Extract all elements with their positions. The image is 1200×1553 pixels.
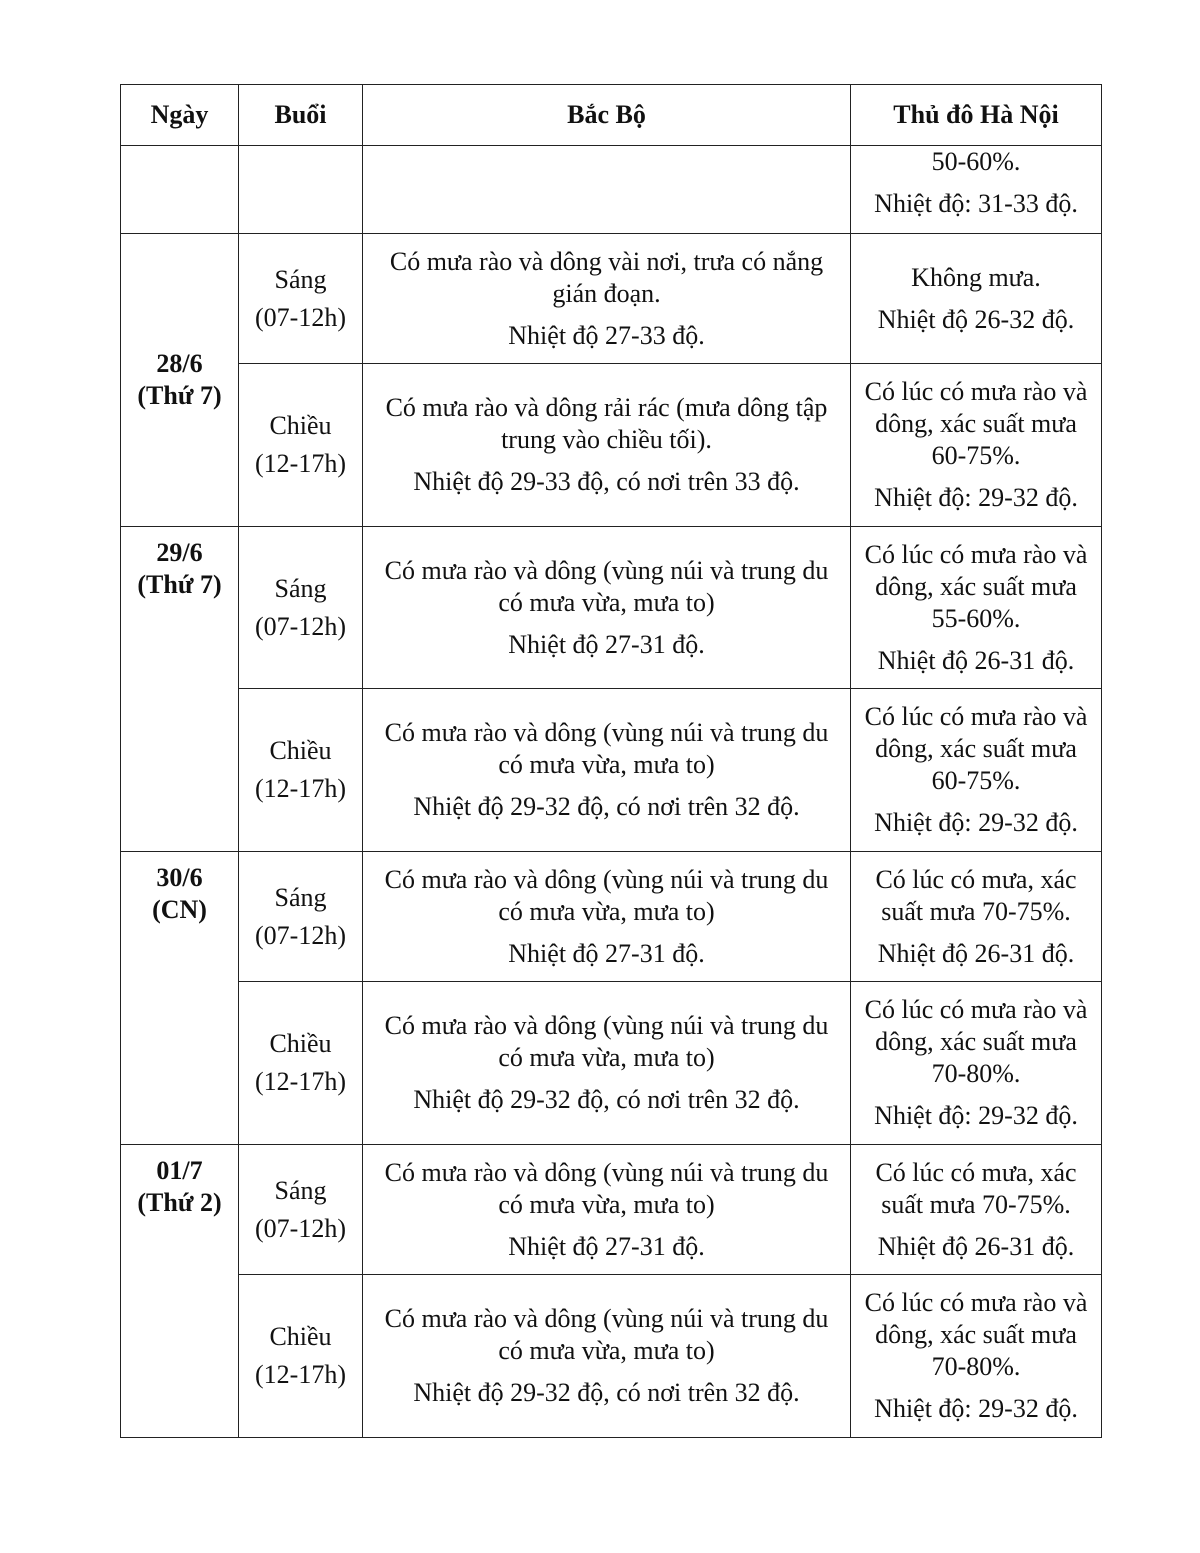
- north-cell: [363, 364, 851, 527]
- session-cell: [239, 689, 363, 852]
- session-name: Sáng: [274, 882, 327, 912]
- day-cell: [121, 234, 239, 527]
- session-name: Chiều: [269, 1029, 332, 1058]
- north-temp: Nhiệt độ 27-33 độ.: [508, 320, 705, 350]
- north-desc: Có mưa rào và dông (vùng núi và trung du có mưa vừa, mưa to): [384, 1304, 829, 1365]
- session-cell: [239, 234, 363, 364]
- hanoi-temp: Nhiệt độ 26-31 độ.: [877, 1231, 1075, 1261]
- session-hours: (12-17h): [255, 449, 346, 478]
- session-cell: [239, 1275, 363, 1438]
- hanoi-cell: [851, 527, 1102, 689]
- north-temp: Nhiệt độ 27-31 độ.: [508, 1231, 705, 1261]
- session-hours: (12-17h): [255, 774, 346, 803]
- hanoi-desc: Có lúc có mưa rào và dông, xác suất mưa 60-75%.: [864, 702, 1088, 795]
- north-temp: Nhiệt độ 29-32 độ, có nơi trên 32 độ.: [413, 1378, 800, 1407]
- table-row: [121, 689, 1102, 852]
- table-header-row: [121, 85, 1102, 146]
- session-cell: [239, 1145, 363, 1275]
- hanoi-temp: Nhiệt độ: 29-32 độ.: [874, 1101, 1078, 1130]
- day-cell: [121, 852, 239, 1145]
- day-date: 28/6: [156, 349, 203, 378]
- header-hanoi: Thủ đô Hà Nội: [851, 85, 1102, 146]
- hanoi-cell: [851, 234, 1102, 364]
- north-desc: Có mưa rào và dông (vùng núi và trung du có mưa vừa, mưa to): [384, 1157, 829, 1219]
- hanoi-cell: [851, 1145, 1102, 1275]
- table-row: [121, 1145, 1102, 1275]
- session-hours: (12-17h): [255, 1360, 346, 1389]
- empty-session-cell: [239, 146, 363, 234]
- session-hours: (07-12h): [255, 611, 346, 641]
- north-temp: Nhiệt độ 29-32 độ, có nơi trên 32 độ.: [413, 1085, 800, 1114]
- hanoi-desc: Có lúc có mưa, xác suất mưa 70-75%.: [875, 864, 1077, 926]
- weather-forecast-table: [120, 84, 1102, 1438]
- table-row: [121, 1275, 1102, 1438]
- north-desc: Có mưa rào và dông (vùng núi và trung du có mưa vừa, mưa to): [384, 864, 829, 926]
- day-cell: [121, 527, 239, 852]
- north-cell: [363, 1275, 851, 1438]
- hanoi-temp: Nhiệt độ 26-31 độ.: [877, 938, 1075, 968]
- north-desc: Có mưa rào và dông (vùng núi và trung du có mưa vừa, mưa to): [384, 555, 829, 617]
- north-temp: Nhiệt độ 27-31 độ.: [508, 938, 705, 968]
- hanoi-desc: Có lúc có mưa rào và dông, xác suất mưa 60-75%.: [864, 377, 1088, 470]
- session-hours: (07-12h): [255, 920, 346, 950]
- session-name: Sáng: [274, 573, 327, 603]
- north-temp: Nhiệt độ 27-31 độ.: [508, 629, 705, 659]
- hanoi-temp: Nhiệt độ: 31-33 độ.: [874, 189, 1078, 218]
- empty-day-cell: [121, 146, 239, 234]
- hanoi-cell: [851, 852, 1102, 982]
- table-row: [121, 146, 1102, 234]
- session-hours: (07-12h): [255, 302, 346, 332]
- table-row: [121, 234, 1102, 364]
- session-hours: (12-17h): [255, 1067, 346, 1096]
- table-row: [121, 527, 1102, 689]
- hanoi-cell: [851, 1275, 1102, 1438]
- hanoi-temp: Nhiệt độ 26-32 độ.: [877, 304, 1075, 334]
- day-cell: [121, 1145, 239, 1438]
- day-date: 30/6: [156, 863, 203, 892]
- north-cell: [363, 1145, 851, 1275]
- north-cell: [363, 982, 851, 1145]
- hanoi-desc: Có lúc có mưa, xác suất mưa 70-75%.: [875, 1157, 1077, 1219]
- hanoi-temp: Nhiệt độ: 29-32 độ.: [874, 483, 1078, 512]
- day-weekday: (Thứ 7): [137, 381, 222, 410]
- table-row: [121, 364, 1102, 527]
- hanoi-cell: [851, 689, 1102, 852]
- day-weekday: (Thứ 2): [137, 1188, 222, 1217]
- session-name: Sáng: [274, 264, 327, 294]
- session-cell: [239, 527, 363, 689]
- hanoi-desc: Có lúc có mưa rào và dông, xác suất mưa 70-80%.: [864, 1288, 1088, 1381]
- north-cell: [363, 689, 851, 852]
- hanoi-cell: [851, 982, 1102, 1145]
- north-desc: Có mưa rào và dông (vùng núi và trung du có mưa vừa, mưa to): [384, 718, 829, 779]
- north-temp: Nhiệt độ 29-32 độ, có nơi trên 32 độ.: [413, 792, 800, 821]
- session-cell: [239, 852, 363, 982]
- north-desc: Có mưa rào và dông (vùng núi và trung du có mưa vừa, mưa to): [384, 1011, 829, 1072]
- hanoi-temp: Nhiệt độ: 29-32 độ.: [874, 1394, 1078, 1423]
- empty-north-cell: [363, 146, 851, 234]
- hanoi-cell: [851, 364, 1102, 527]
- hanoi-temp: Nhiệt độ: 29-32 độ.: [874, 808, 1078, 837]
- hanoi-desc: Có lúc có mưa rào và dông, xác suất mưa 55-60%.: [864, 539, 1088, 633]
- north-desc: Có mưa rào và dông vài nơi, trưa có nắng gián đoạn.: [389, 246, 824, 308]
- hanoi-desc: 50-60%.: [931, 147, 1021, 176]
- day-date: 29/6: [156, 538, 203, 567]
- session-name: Chiều: [269, 411, 332, 440]
- header-north: Bắc Bộ: [363, 85, 851, 146]
- north-cell: [363, 527, 851, 689]
- header-session: Buổi: [239, 85, 363, 146]
- day-weekday: (CN): [152, 895, 207, 924]
- session-cell: [239, 364, 363, 527]
- day-weekday: (Thứ 7): [137, 570, 222, 599]
- hanoi-desc: Có lúc có mưa rào và dông, xác suất mưa 70-80%.: [864, 995, 1088, 1088]
- north-desc: Có mưa rào và dông rải rác (mưa dông tập trung vào chiều tối).: [385, 393, 828, 454]
- session-hours: (07-12h): [255, 1213, 346, 1243]
- table-row: [121, 852, 1102, 982]
- session-name: Chiều: [269, 1322, 332, 1351]
- session-name: Chiều: [269, 736, 332, 765]
- table-row: [121, 982, 1102, 1145]
- north-cell: [363, 234, 851, 364]
- hanoi-cell: [851, 146, 1102, 234]
- session-cell: [239, 982, 363, 1145]
- north-temp: Nhiệt độ 29-33 độ, có nơi trên 33 độ.: [413, 467, 800, 496]
- hanoi-temp: Nhiệt độ 26-31 độ.: [877, 645, 1075, 675]
- session-name: Sáng: [274, 1175, 327, 1205]
- header-day: Ngày: [121, 85, 239, 146]
- north-cell: [363, 852, 851, 982]
- hanoi-desc: Không mưa.: [911, 262, 1041, 292]
- day-date: 01/7: [156, 1156, 203, 1185]
